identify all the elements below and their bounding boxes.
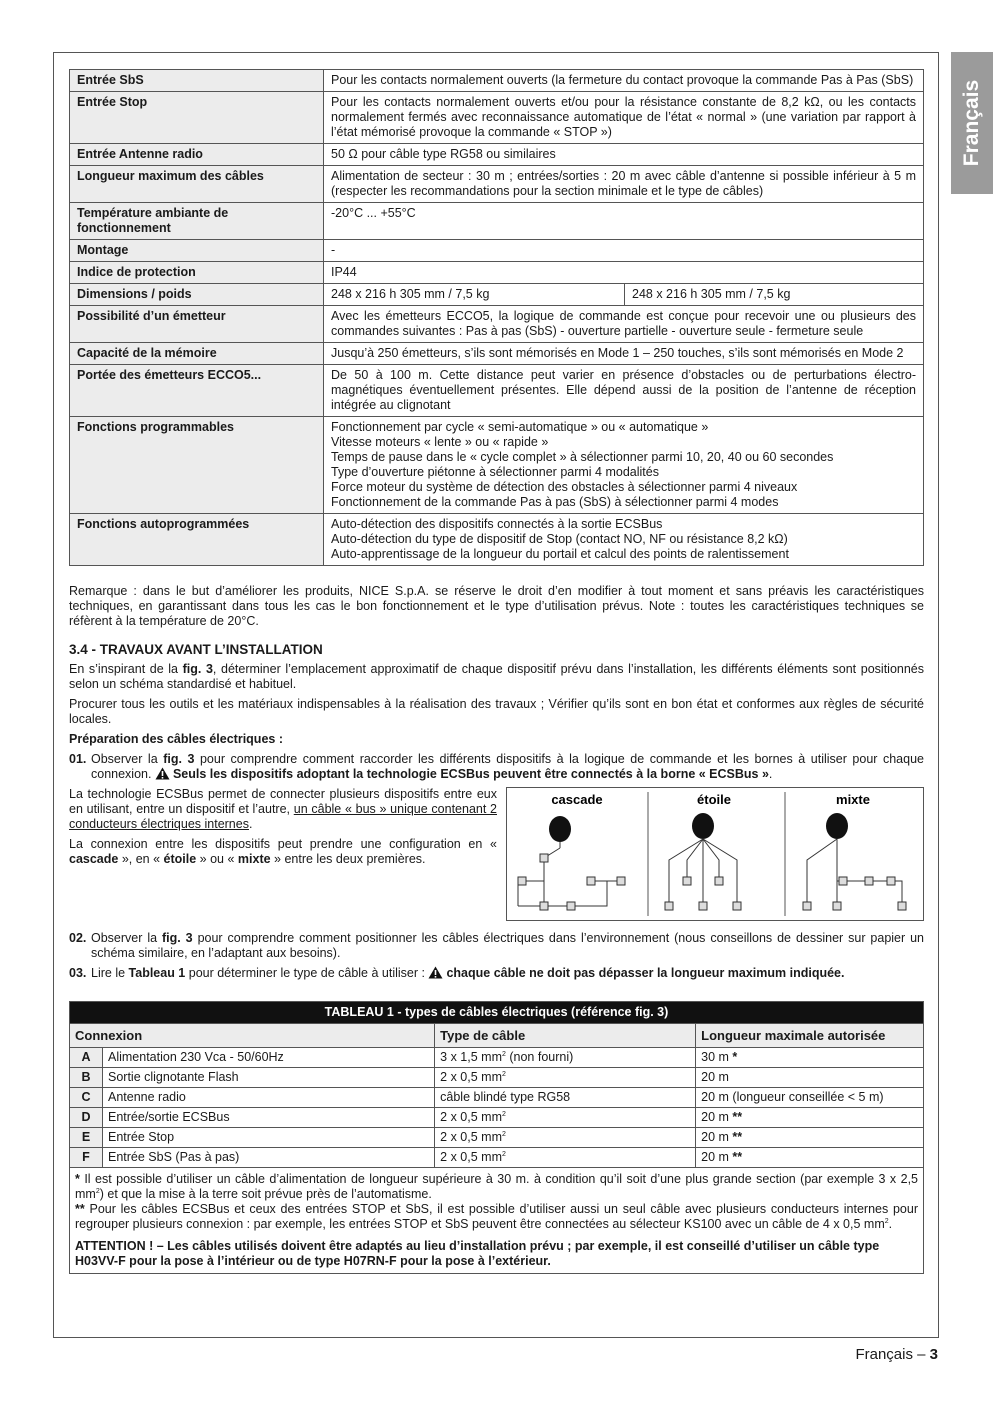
spec-label: Fonctions autoprogrammées [70, 514, 324, 566]
header-cable-type: Type de câble [435, 1024, 696, 1048]
header-connexion: Connexion [70, 1024, 435, 1048]
spec-label: Entrée Stop [70, 92, 324, 144]
spec-value: Avec les émetteurs ECCO5, la logique de commande est conçue pour recevoir une ou plusieurs des commandes suivantes : Pas à pas (SbS) - ouverture partielle - ouverture seule - fermeture seule [324, 306, 924, 343]
spec-row [70, 92, 924, 144]
step-02: 02. Observer la fig. 3 pour comprendre comment positionner les câbles électriques dans l’environnement (nous conseillons de dessiner sur papier un schéma similaire, en l’adaptant aux besoins). [69, 931, 924, 960]
mixed-topology [803, 813, 906, 910]
row-max-length: 20 m ** [696, 1128, 924, 1148]
spec-value-2: 248 x 216 h 305 mm / 7,5 kg [625, 284, 924, 306]
spec-value: Pour les contacts normalement ouverts et/ou pour la résistance constante de 8,2 kΩ, ou les contacts normalement fermés avec reconnaissance automatique de l’état « normal » (une variation par rapport à l’état mémorisé provoque la commande « STOP ») [324, 92, 924, 144]
step-03: 03. Lire le Tableau 1 pour déterminer le type de câble à utiliser : chaque câble ne doit pas dépasser la longueur maximum indiquée. [69, 966, 845, 980]
page-number: 3 [929, 1346, 938, 1363]
row-max-length: 20 m [696, 1068, 924, 1088]
row-connexion: Alimentation 230 Vca - 50/60Hz [103, 1048, 435, 1068]
table-row [70, 1148, 924, 1168]
spec-label: Fonctions programmables [70, 417, 324, 514]
note-1: * Il est possible d’utiliser un câble d’alimentation de longueur supérieure à 30 m. à condition qu’il soit d’une plus grande section (par exemple 3 x 2,5 $mm^2$) et que la mise à la terre soit prévue près de l’automatisme. [75, 1172, 918, 1201]
row-cable-type: 2 x 0,5 $mm^2$ [435, 1148, 696, 1168]
row-max-length: 20 m (longueur conseillée < 5 m) [696, 1088, 924, 1108]
table-notes [70, 1168, 924, 1274]
row-cable-type: 3 x 1,5 $mm^2$ (non fourni) [435, 1048, 696, 1068]
spec-row [70, 240, 924, 262]
spec-row [70, 70, 924, 92]
row-cable-type: 2 x 0,5 $mm^2$ [435, 1068, 696, 1088]
row-cable-type: 2 x 0,5 $mm^2$ [435, 1108, 696, 1128]
spec-label: Indice de protection [70, 262, 324, 284]
spec-value: De 50 à 100 m. Cette distance peut varier en présence d’obstacles ou de perturbations électro-magnétiques éventuellement présentes. Elle dépend aussi de la position de l’antenne de réception intégrée au clignotant [324, 365, 924, 417]
row-connexion: Entrée SbS (Pas à pas) [103, 1148, 435, 1168]
ecsbus-description: La technologie ECSBus permet de connecter plusieurs dispositifs entre eux en utilisant, entre un dispositif et l’autre, un câble « bus » unique contenant 2 conducteurs électriques internes. [69, 787, 497, 831]
spec-label: Dimensions / poids [70, 284, 324, 306]
step-01: 01. Observer la fig. 3 pour comprendre comment raccorder les différents dispositifs à la logique de commande et les bornes à utiliser pour chaque connexion. Seuls les dispositifs adoptant la technologie ECSBus peuvent être connectés à la borne « ECSBus ». [69, 752, 924, 781]
spec-row [70, 262, 924, 284]
spec-value-line: Temps de pause dans le « cycle complet » à sélectionner parmi 10, 20, 40 ou 60 secondes [331, 450, 834, 464]
spec-value-line: Fonctionnement de la commande Pas à pas (SbS) à sélectionner parmi 4 modes [331, 495, 779, 509]
page-footer [855, 1346, 938, 1363]
spec-label: Possibilité d’un émetteur [70, 306, 324, 343]
language-tab [951, 52, 993, 194]
spec-value: -20°C ... +55°C [324, 203, 924, 240]
ecsbus-block [69, 787, 924, 921]
label-mixte: mixte [836, 792, 870, 807]
remark-text: Remarque : dans le but d’améliorer les produits, NICE S.p.A. se réserve le droit d’en modifier à tout moment et sans préavis les caractéristiques techniques, en garantissant dans tous les cas le bon fonctionnement et le type d’utilisation prévus. Note : toutes les caractéristiques techniques se réfèrent à la température de 20°C. [69, 584, 924, 628]
spec-value: 50 Ω pour câble type RG58 ou similaires [324, 144, 924, 166]
warning-icon [428, 966, 443, 979]
table-row [70, 1088, 924, 1108]
table-row [70, 1108, 924, 1128]
row-max-length: 30 m * [696, 1048, 924, 1068]
paragraph-1: En s’inspirant de la fig. 3, déterminer l’emplacement approximatif de chaque dispositif prévu dans l’installation, les différents éléments sont positionnés selon un schéma standardisé et habituel. [69, 662, 924, 691]
paragraph-2: Procurer tous les outils et les matériaux indispensables à la réalisation des travaux ; Vérifier qu’ils sont en bon état et conformes aux règles de sécurité locales. [69, 697, 924, 726]
cascade-topology [518, 816, 625, 910]
topology-figure [506, 787, 924, 921]
spec-label: Longueur maximum des câbles [70, 166, 324, 203]
row-cable-type: câble blindé type RG58 [435, 1088, 696, 1108]
topology-diagram [507, 788, 923, 920]
subheading-cables: Préparation des câbles électriques : [69, 732, 283, 746]
row-connexion: Antenne radio [103, 1088, 435, 1108]
section-title: 3.4 - TRAVAUX AVANT L’INSTALLATION [69, 642, 323, 657]
spec-value-line: Auto-apprentissage de la longueur du portail et calcul des points de ralentissement [331, 547, 789, 561]
configuration-text: La connexion entre les dispositifs peut prendre une configuration en « cascade », en « étoile » ou « mixte » entre les deux premières. [69, 837, 497, 866]
spec-value-line: Force moteur du système de détection des obstacles à sélectionner parmi 4 niveaux [331, 480, 798, 494]
row-connexion: Entrée/sortie ECSBus [103, 1108, 435, 1128]
spec-label: Portée des émetteurs ECCO5... [70, 365, 324, 417]
spec-value: Alimentation de secteur : 30 m ; entrées/sorties : 20 m avec câble d’antenne si possible inférieur à 5 m (respecter les recommandations pour la section minimale et le type de câbles) [324, 166, 924, 203]
row-max-length: 20 m ** [696, 1108, 924, 1128]
page-content [69, 69, 924, 1274]
row-connexion: Entrée Stop [103, 1128, 435, 1148]
spec-row [70, 417, 924, 514]
spec-value [324, 514, 924, 566]
spec-row [70, 284, 924, 306]
spec-label: Entrée SbS [70, 70, 324, 92]
spec-value: IP44 [324, 262, 924, 284]
row-letter: B [70, 1068, 103, 1088]
warning-icon [155, 767, 170, 780]
spec-row [70, 343, 924, 365]
cable-types-table [69, 1001, 924, 1274]
spec-row [70, 514, 924, 566]
spec-value-line: Auto-détection des dispositifs connectés à la sortie ECSBus [331, 517, 663, 531]
spec-value: Jusqu’à 250 émetteurs, s’ils sont mémorisés en Mode 1 – 250 touches, s’ils sont mémorisés en Mode 2 [324, 343, 924, 365]
attention-note: ATTENTION ! – Les câbles utilisés doivent être adaptés au lieu d’installation prévu ; par exemple, il est conseillé d’utiliser un câble type H03VV-F pour la pose à l’intérieur ou de type H07RN-F pour la pose à l’extérieur. [75, 1239, 880, 1268]
row-max-length: 20 m ** [696, 1148, 924, 1168]
spec-label: Capacité de la mémoire [70, 343, 324, 365]
row-letter: F [70, 1148, 103, 1168]
spec-row [70, 306, 924, 343]
row-cable-type: 2 x 0,5 $mm^2$ [435, 1128, 696, 1148]
spec-value-line: Fonctionnement par cycle « semi-automatique » ou « automatique » [331, 420, 709, 434]
star-topology [665, 813, 741, 910]
spec-value [324, 417, 924, 514]
label-etoile: étoile [697, 792, 731, 807]
spec-row [70, 144, 924, 166]
spec-label: Température ambiante de fonctionnement [70, 203, 324, 240]
table-caption: TABLEAU 1 - types de câbles électriques (référence fig. 3) [70, 1002, 924, 1024]
spec-value: 248 x 216 h 305 mm / 7,5 kg [324, 284, 625, 306]
specs-table [69, 69, 924, 566]
spec-row [70, 365, 924, 417]
notes-cell [70, 1168, 924, 1274]
note-2: ** Pour les câbles ECSBus et ceux des entrées STOP et SbS, il est possible d’utiliser aussi un seul câble avec plusieurs conducteurs internes pour regrouper plusieurs connexion : par exemple, les entrées STOP et SbS peuvent être connectées au sélecteur KS100 avec un câble de 4 x 0,5 $mm^2$. [75, 1202, 918, 1231]
spec-value-line: Auto-détection du type de dispositif de Stop (contact NO, NF ou résistance 8,2 kΩ) [331, 532, 788, 546]
row-letter: D [70, 1108, 103, 1128]
row-letter: E [70, 1128, 103, 1148]
table-row [70, 1128, 924, 1148]
spec-label: Entrée Antenne radio [70, 144, 324, 166]
spec-value: - [324, 240, 924, 262]
table-row [70, 1048, 924, 1068]
spec-value: Pour les contacts normalement ouverts (la fermeture du contact provoque la commande Pas à Pas (SbS) [324, 70, 924, 92]
language-tab-label: Français [960, 79, 983, 167]
spec-row [70, 166, 924, 203]
header-max-length: Longueur maximale autorisée [696, 1024, 924, 1048]
spec-value-line: Type d’ouverture piétonne à sélectionner parmi 4 modalités [331, 465, 659, 479]
footer-label: Français – [855, 1346, 930, 1363]
row-letter: A [70, 1048, 103, 1068]
spec-value-line: Vitesse moteurs « lente » ou « rapide » [331, 435, 549, 449]
label-cascade: cascade [551, 792, 603, 807]
row-connexion: Sortie clignotante Flash [103, 1068, 435, 1088]
table-row [70, 1068, 924, 1088]
spec-row [70, 203, 924, 240]
spec-label: Montage [70, 240, 324, 262]
row-letter: C [70, 1088, 103, 1108]
